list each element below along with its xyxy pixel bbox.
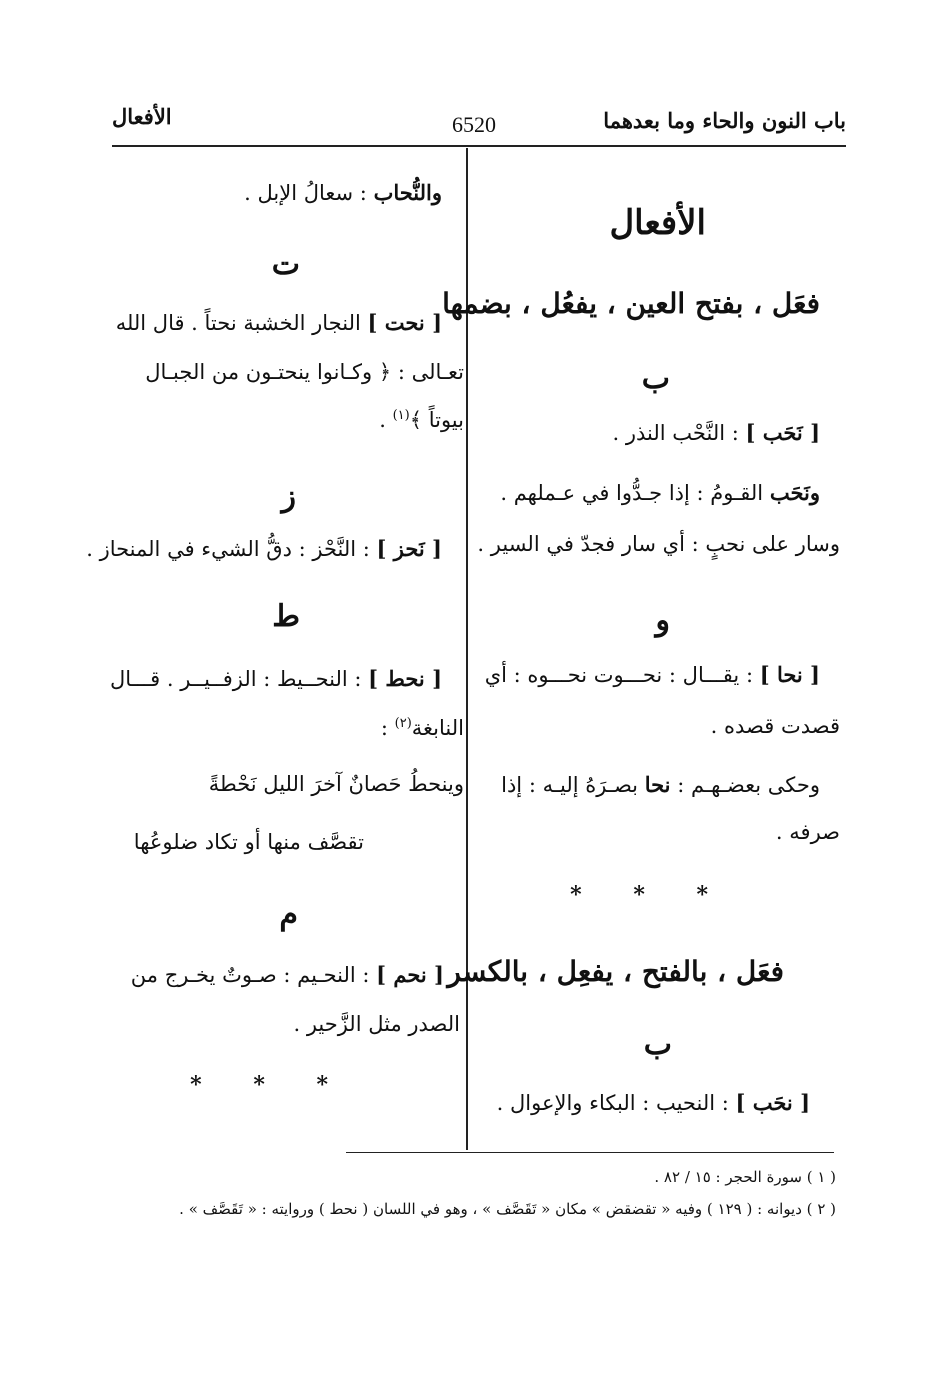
entry-headword: [ نحَب ] <box>735 1090 810 1115</box>
entry-text: : النحـيم : صـوتٌ يخـرج من <box>130 963 377 987</box>
letter-heading-w: و <box>655 603 670 638</box>
entry-headword: [ نحا ] <box>759 662 820 687</box>
entry-headword: والنُّحاب <box>373 180 442 205</box>
entry-headword: [ نحط ] <box>368 666 442 691</box>
entry-text: بصـرَهُ إليـه : إذا <box>501 773 645 797</box>
entry-text: النابغة <box>411 716 464 740</box>
entry-headword: [ نحم ] <box>376 962 444 987</box>
entry-headword: [ نَحز ] <box>376 536 442 561</box>
entry-text: . <box>379 408 393 432</box>
letter-heading-b: ب <box>641 361 670 396</box>
entry-text: : سعالُ الإبل . <box>244 181 374 205</box>
entry-headword: نحا <box>644 772 671 797</box>
letter-heading-z: ز <box>281 479 296 514</box>
entry-naheeb <box>497 1088 810 1118</box>
letter-heading-b: ب <box>643 1027 672 1062</box>
entry-line: الصدر مثل الزَّحير . <box>293 1012 460 1036</box>
entry-text: : النحــيط : الزفــيــر . قـــال <box>110 667 369 691</box>
entry-line: قصدت قصده . <box>710 714 840 738</box>
entry-line <box>379 406 464 435</box>
entry-naht2 <box>110 664 442 694</box>
entry-text: : يقـــال : نحـــوت نحـــوه : أي <box>484 663 760 687</box>
entry-text: القـومُ : إذا جـدُّوا في عـملهم . <box>500 481 770 505</box>
entry-text: وحكى بعضـهـم : <box>670 773 820 797</box>
page-number: 6520 <box>452 112 496 137</box>
footnote-marker-2[interactable]: (٢) <box>394 716 412 731</box>
footnote-1: ( ١ ) سورة الحجر : ١٥ / ٨٢ . <box>654 1168 836 1186</box>
letter-heading-m: م <box>279 897 298 932</box>
left-column <box>86 0 468 1160</box>
footnote-2: ( ٢ ) ديوانه : ( ١٢٩ ) وفيه « تقضقض » مكان « تَقَصَّف » ، وهو في اللسان ( نحط ) وروايته : « تَقَصَّف » . <box>179 1200 836 1218</box>
entry-headword: [ نَحَب ] <box>745 420 820 445</box>
running-head-section: الأفعال <box>112 104 172 129</box>
section-separator-stars: * * * <box>570 882 730 908</box>
entry-line <box>381 714 464 743</box>
footnote-rule <box>346 1152 834 1153</box>
entry-headword: [ نحت ] <box>367 310 442 335</box>
entry-text: : النَّحْب النذر . <box>612 421 746 445</box>
letter-heading-tt: ط <box>272 599 300 634</box>
section-heading-1: فعَل ، بفتح العين ، يفعُل ، بضمها <box>442 287 820 320</box>
entry-nahm <box>131 960 444 990</box>
entry-line <box>501 770 820 800</box>
entry-text: : <box>380 716 395 740</box>
entry-text: : النحيب : البكاء والإعوال . <box>496 1091 736 1115</box>
entry-line: صرفه . <box>775 820 840 844</box>
running-head-chapter: باب النون والحاء وما بعدهما <box>603 108 846 133</box>
entry-text: بيوتاً ﴾ <box>409 408 464 432</box>
footnote-marker-1[interactable]: (١) <box>392 408 410 423</box>
entry-text: : النَّحْز : دقُّ الشيء في المنحاز . <box>86 537 377 561</box>
verse-line-2: تقصَّف منها أو تكاد ضلوعُها <box>133 830 364 854</box>
section-heading-2: فعَل ، بالفتح ، يفعِل ، بالكسر <box>447 955 784 988</box>
entry-naha <box>485 660 820 690</box>
entry-line: تعـالى : ﴿ وكـانوا ينحتـون من الجبـال <box>145 360 464 384</box>
letter-heading-t: ت <box>271 247 300 282</box>
verse-line-1: وينحطُ حَصانٌ آخرَ الليل نَحْطةً <box>208 772 464 796</box>
entry-nuhab <box>244 178 442 208</box>
title-heading: الأفعال <box>609 203 706 243</box>
entry-line <box>500 478 820 508</box>
entry-line: وسار على نحبٍ : أي سار فجدّ في السير . <box>477 532 840 556</box>
entry-nahz <box>86 534 442 564</box>
entry-nahb <box>613 418 820 448</box>
entry-text: النجار الخشبة نحتاً . قال الله <box>115 311 368 335</box>
entry-naht <box>116 308 442 338</box>
section-separator-stars: * * * <box>190 1072 350 1098</box>
entry-headword: ونَحَب <box>769 480 820 505</box>
